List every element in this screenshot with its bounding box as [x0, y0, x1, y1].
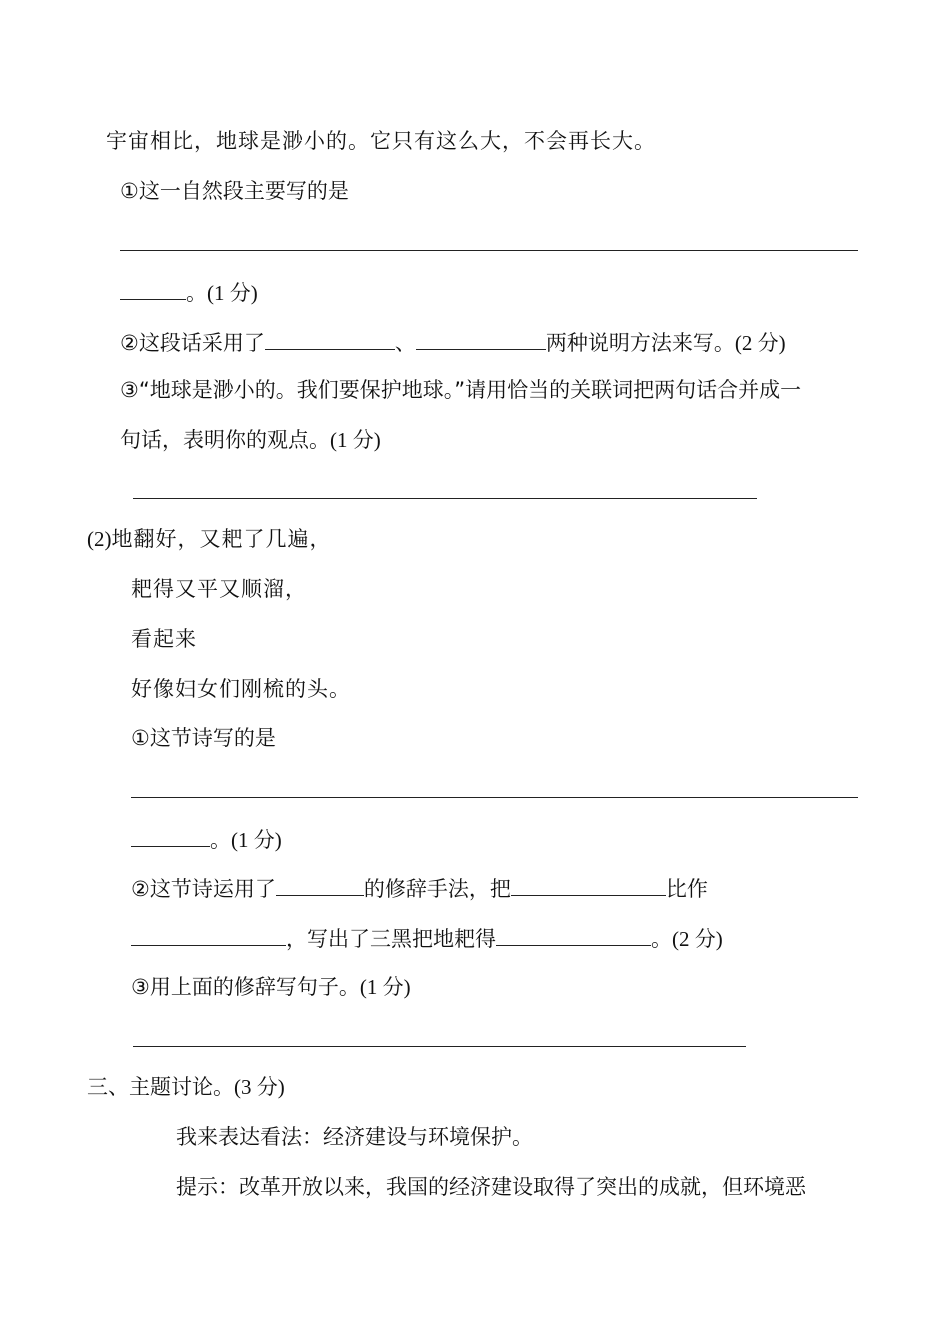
poem-text: 地翻好，又耙了几遍， — [111, 527, 332, 551]
question-1-prompt: ①这一自然段主要写的是 — [120, 179, 349, 203]
score-label: (2 分) — [672, 927, 723, 951]
score-label: (1 分) — [207, 281, 258, 305]
question-2-prefix: ②这段话采用了 — [120, 331, 265, 355]
poem-line-1 — [87, 529, 332, 550]
poem-question-2-line-2 — [131, 927, 723, 950]
score-label: (1 分) — [330, 428, 381, 452]
score-label: (1 分) — [359, 975, 411, 999]
poem-question-2-prefix: ②这节诗运用了 — [131, 877, 276, 901]
section-3-heading — [87, 1077, 285, 1098]
answer-line-p3[interactable] — [133, 1046, 746, 1047]
answer-blank-q2-a[interactable] — [265, 331, 395, 350]
poem-line-3: 看起来 — [131, 627, 197, 651]
poem-question-3-text: ③用上面的修辞写句子。 — [131, 975, 360, 999]
poem-question-1-prompt: ①这节诗写的是 — [131, 726, 276, 750]
poem-question-2-mid2: ，写出了三黑把地耙得 — [286, 927, 496, 951]
question-2-suffix: 两种说明方法来写。 — [545, 331, 735, 355]
poem-question-2-mid: 的修辞手法，把 — [363, 877, 511, 901]
poem-question-3 — [131, 977, 411, 998]
answer-blank-p1-end[interactable] — [131, 828, 210, 847]
passage-tail-text: 宇宙相比，地球是渺小的。它只有这么大，不会再长大。 — [106, 129, 656, 153]
poem-question-2-compare: 比作 — [665, 877, 708, 901]
poem-question-2-line-1 — [131, 877, 708, 900]
answer-blank-p2-rhetoric[interactable] — [276, 877, 364, 896]
question-1-tail — [120, 281, 258, 304]
answer-line-q1[interactable] — [120, 250, 858, 251]
section-title: 三、主题讨论。 — [87, 1075, 234, 1099]
question-number: (2) — [87, 527, 112, 551]
poem-question-1-tail — [131, 828, 282, 851]
question-3-line-2 — [120, 430, 381, 451]
period-mark: 。 — [651, 927, 672, 951]
question-3-line-1: ③“地球是渺小的。我们要保护地球。”请用恰当的关联词把两句话合并成一 — [120, 378, 802, 402]
answer-blank-p2-result[interactable] — [496, 927, 651, 946]
period-mark: 。 — [210, 828, 231, 852]
score-label: (2 分) — [734, 331, 786, 355]
question-3-text: 句话，表明你的观点。 — [120, 428, 330, 452]
poem-line-2: 耙得又平又顺溜， — [131, 577, 307, 601]
poem-line-4: 好像妇女们刚梳的头。 — [131, 677, 351, 701]
answer-line-q3[interactable] — [133, 498, 757, 499]
question-2 — [120, 331, 786, 354]
answer-blank-p2-object[interactable] — [131, 927, 286, 946]
answer-blank-q2-b[interactable] — [416, 331, 546, 350]
answer-blank-p2-subject[interactable] — [511, 877, 666, 896]
answer-blank-q1-end[interactable] — [120, 281, 186, 300]
answer-line-p1[interactable] — [131, 797, 858, 798]
score-label: (1 分) — [231, 828, 282, 852]
score-label: (3 分) — [234, 1075, 285, 1099]
period-mark: 。 — [186, 281, 207, 305]
question-2-separator: 、 — [394, 331, 416, 355]
section-3-topic: 我来表达看法：经济建设与环境保护。 — [176, 1125, 533, 1149]
section-3-hint: 提示：改革开放以来，我国的经济建设取得了突出的成就，但环境恶 — [176, 1175, 806, 1199]
